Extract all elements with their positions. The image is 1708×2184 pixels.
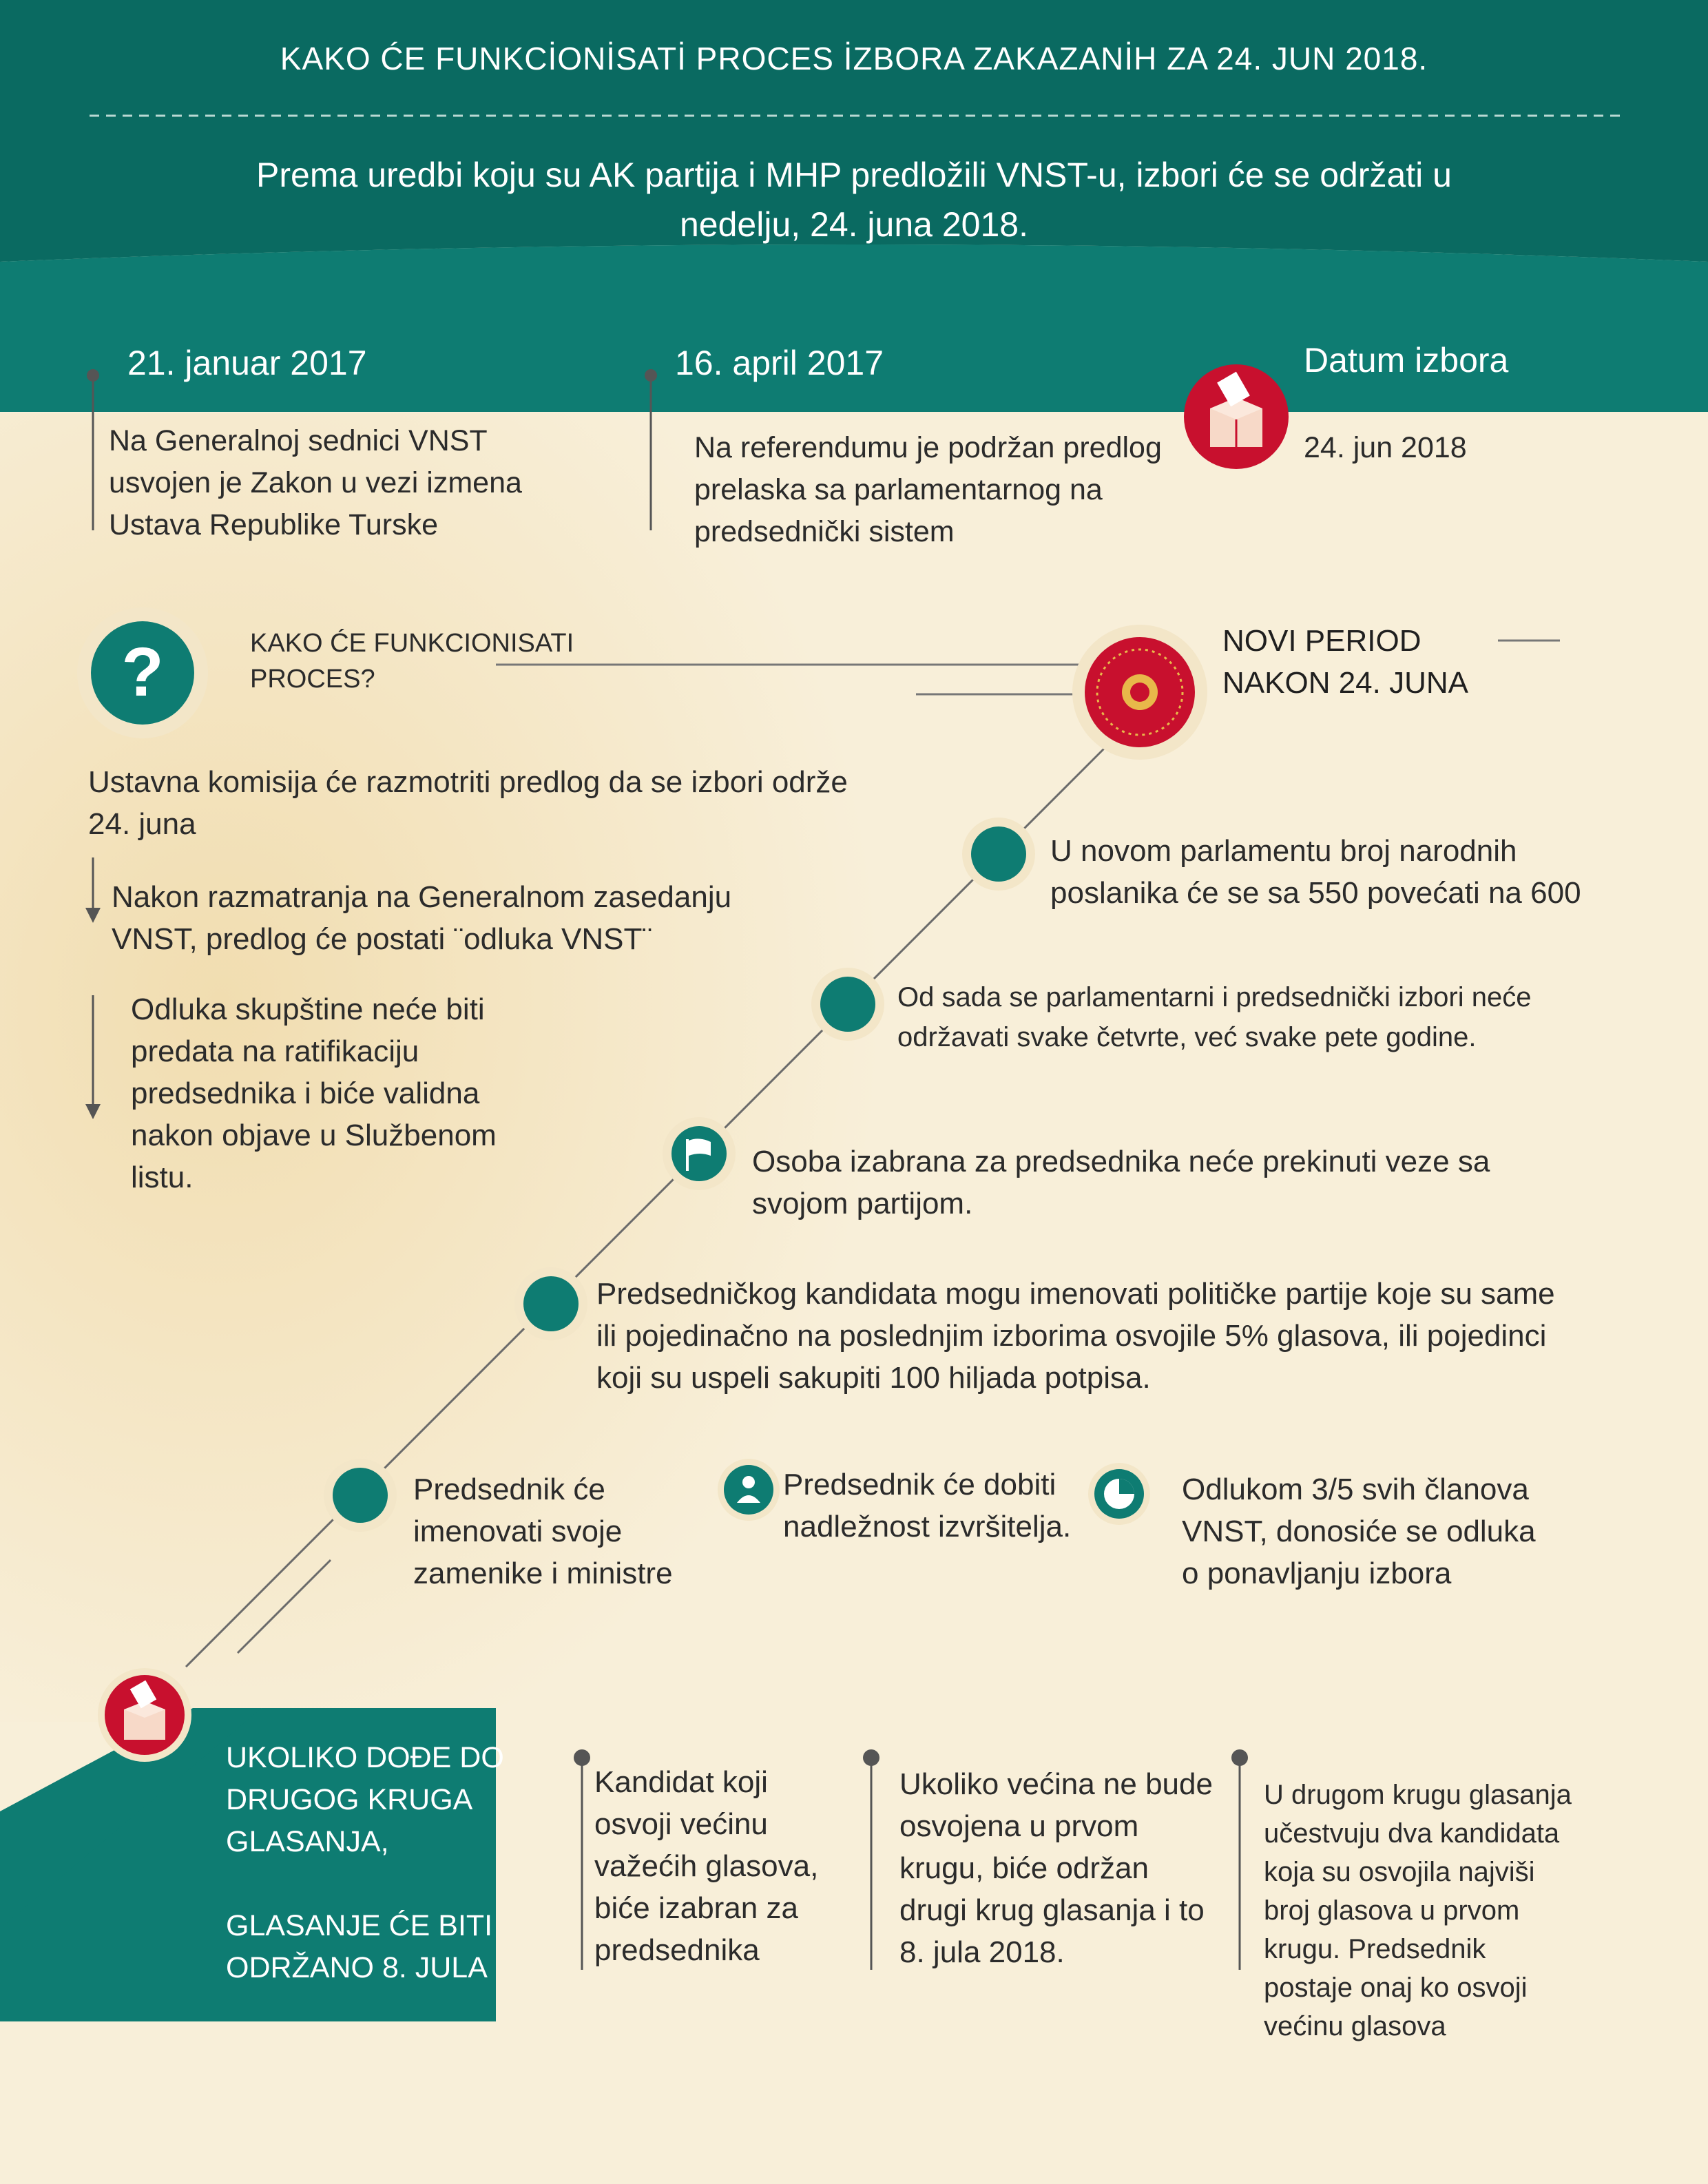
new-period-item-line: ili pojedinačno na poslednjim izborima osvojile 5% glasova, ili pojedinci — [596, 1319, 1547, 1353]
process-step-2 — [112, 876, 731, 960]
second-round-note-line: krugu. Predsednik — [1264, 1934, 1486, 1964]
timeline-text-line: Ustava Republike Turske — [109, 508, 438, 541]
second-round-note-line: 8. jula 2018. — [899, 1935, 1065, 1969]
ballot-box-icon — [1181, 362, 1291, 472]
ballot-box-icon — [96, 1667, 193, 1763]
timeline-text-line: prelaska sa parlamentarnog na — [694, 473, 1103, 506]
new-period-item-line: Predsednik će — [413, 1473, 605, 1506]
second-round-note-line: osvojena u prvom — [899, 1809, 1139, 1843]
new-period-item-line: koji su uspeli sakupiti 100 hiljada potpisa. — [596, 1361, 1151, 1395]
new-period-item-line: nadležnost izvršitelja. — [783, 1510, 1072, 1543]
timeline-date-2: 16. april 2017 — [675, 344, 884, 382]
timeline-text-line: Na referendumu je podržan predlog — [694, 431, 1162, 464]
new-period-title-line: NAKON 24. JUNA — [1222, 666, 1468, 700]
second-round-note-line: broj glasova u prvom — [1264, 1895, 1520, 1926]
second-round-box-line — [226, 1863, 504, 1905]
second-round-box-line: ODRŽANO 8. JULA — [226, 1951, 488, 1984]
header-subtitle-line: nedelju, 24. juna 2018. — [680, 205, 1028, 244]
timeline-text-line: predsednički sistem — [694, 515, 955, 548]
second-round-note-line: U drugom krugu glasanja — [1264, 1780, 1572, 1810]
timeline-text-line: Na Generalnoj sednici VNST — [109, 424, 488, 457]
new-period-item-line: poslanika će se sa 550 povećati na 600 — [1050, 876, 1581, 910]
timeline-text-line: usvojen je Zakon u vezi izmena — [109, 466, 522, 499]
bullet-dot-icon — [322, 1457, 398, 1533]
second-round-note-1 — [594, 1761, 818, 1971]
second-round-note-line: postaje onaj ko osvoji — [1264, 1973, 1528, 2003]
process-step-line: VNST, predlog će postati ¨odluka VNST¨ — [112, 922, 653, 956]
second-round-note-line: osvoji većinu — [594, 1807, 768, 1841]
new-period-title — [1222, 620, 1468, 704]
second-round-note-line: drugi krug glasanja i to — [899, 1893, 1205, 1927]
new-period-item-line: VNST, donosiće se odluka — [1182, 1515, 1536, 1548]
flag-icon — [661, 1116, 737, 1192]
new-period-item-line: Osoba izabrana za predsednika neće prekinuti veze sa — [752, 1145, 1490, 1178]
new-period-item-line: o ponavljanju izbora — [1182, 1557, 1452, 1590]
header-title: KAKO ĆE FUNKCİONİSATİ PROCES İZBORA ZAKAZANİH ZA 24. JUN 2018. — [280, 41, 1428, 76]
process-step-line: Ustavna komisija će razmotriti predlog da se izbori održe — [88, 765, 848, 799]
timeline-text-1 — [109, 420, 522, 546]
bullet-dot-icon — [513, 1266, 589, 1342]
second-round-box-line: GLASANJA, — [226, 1825, 389, 1858]
new-period-item-line: Predsednik će dobiti — [783, 1468, 1056, 1501]
timeline-date-1: 21. januar 2017 — [127, 344, 367, 382]
second-round-note-line: učestvuju dva kandidata — [1264, 1818, 1560, 1849]
process-title-line: PROCES? — [250, 665, 375, 694]
new-period-item-line: U novom parlamentu broj narodnih — [1050, 834, 1517, 868]
second-round-note-line: Ukoliko većina ne bude — [899, 1767, 1213, 1801]
new-period-item-line: imenovati svoje — [413, 1515, 623, 1548]
process-title — [250, 625, 574, 697]
new-period-title-line: NOVI PERIOD — [1222, 624, 1421, 658]
new-period-item-6 — [783, 1464, 1071, 1548]
new-period-item-1 — [1050, 830, 1581, 914]
timeline-text-3: 24. jun 2018 — [1304, 431, 1467, 464]
timeline-text-2 — [694, 427, 1162, 553]
bullet-dot-icon — [961, 816, 1037, 892]
pie-chart-icon — [1087, 1462, 1152, 1527]
new-period-item-line: Odlukom 3/5 svih članova — [1182, 1473, 1529, 1506]
process-step-line: Odluka skupštine neće biti — [131, 992, 485, 1026]
header-subtitle-line: Prema uredbi koju su AK partija i MHP predložili VNST-u, izbori će se održati u — [256, 156, 1452, 194]
new-period-item-7 — [1182, 1468, 1536, 1594]
process-step-line: predata na ratifikaciju — [131, 1034, 419, 1068]
new-period-item-line: Predsedničkog kandidata mogu imenovati političke partije koje su same — [596, 1277, 1555, 1311]
new-period-item-2 — [897, 977, 1532, 1057]
question-mark-icon — [76, 606, 210, 740]
second-round-note-line: predsednika — [594, 1933, 760, 1967]
process-step-line: listu. — [131, 1161, 194, 1194]
second-round-box-line: UKOLIKO DOĐE DO — [226, 1741, 504, 1774]
process-title-line: KAKO ĆE FUNKCIONISATI — [250, 629, 574, 658]
second-round-note-line: važećih glasova, — [594, 1849, 819, 1883]
process-step-line: predsednika i biće validna — [131, 1077, 480, 1110]
second-round-note-line: krugu, biće održan — [899, 1851, 1149, 1885]
process-step-1 — [88, 761, 848, 845]
presidential-seal-icon — [1071, 623, 1209, 761]
new-period-item-5 — [413, 1468, 673, 1594]
new-period-item-line: održavati svake četvrte, već svake pete godine. — [897, 1022, 1477, 1052]
process-step-line: nakon objave u Službenom — [131, 1119, 497, 1152]
second-round-note-2 — [899, 1763, 1213, 1973]
second-round-box — [226, 1737, 504, 1989]
svg-text:?: ? — [121, 634, 164, 711]
second-round-note-line: koja su osvojila najviši — [1264, 1857, 1535, 1887]
second-round-note-line: Kandidat koji — [594, 1765, 768, 1799]
executive-person-icon — [716, 1457, 782, 1523]
process-step-line: 24. juna — [88, 807, 196, 841]
new-period-item-4 — [596, 1273, 1555, 1399]
process-step-3 — [131, 988, 497, 1198]
header-subtitle — [207, 150, 1501, 249]
timeline-date-3: Datum izbora — [1304, 341, 1509, 379]
bullet-dot-icon — [810, 966, 886, 1042]
new-period-item-line: zamenike i ministre — [413, 1557, 673, 1590]
new-period-item-3 — [752, 1141, 1490, 1225]
second-round-note-line: većinu glasova — [1264, 2011, 1446, 2041]
second-round-note-line: biće izabran za — [594, 1891, 798, 1925]
new-period-item-line: svojom partijom. — [752, 1187, 973, 1220]
process-step-line: Nakon razmatranja na Generalnom zasedanju — [112, 880, 732, 914]
second-round-note-3 — [1264, 1776, 1572, 2046]
second-round-box-line: DRUGOG KRUGA — [226, 1783, 473, 1816]
new-period-item-line: Od sada se parlamentarni i predsednički izbori neće — [897, 982, 1532, 1012]
second-round-box-line: GLASANJE ĆE BITI — [226, 1909, 493, 1942]
